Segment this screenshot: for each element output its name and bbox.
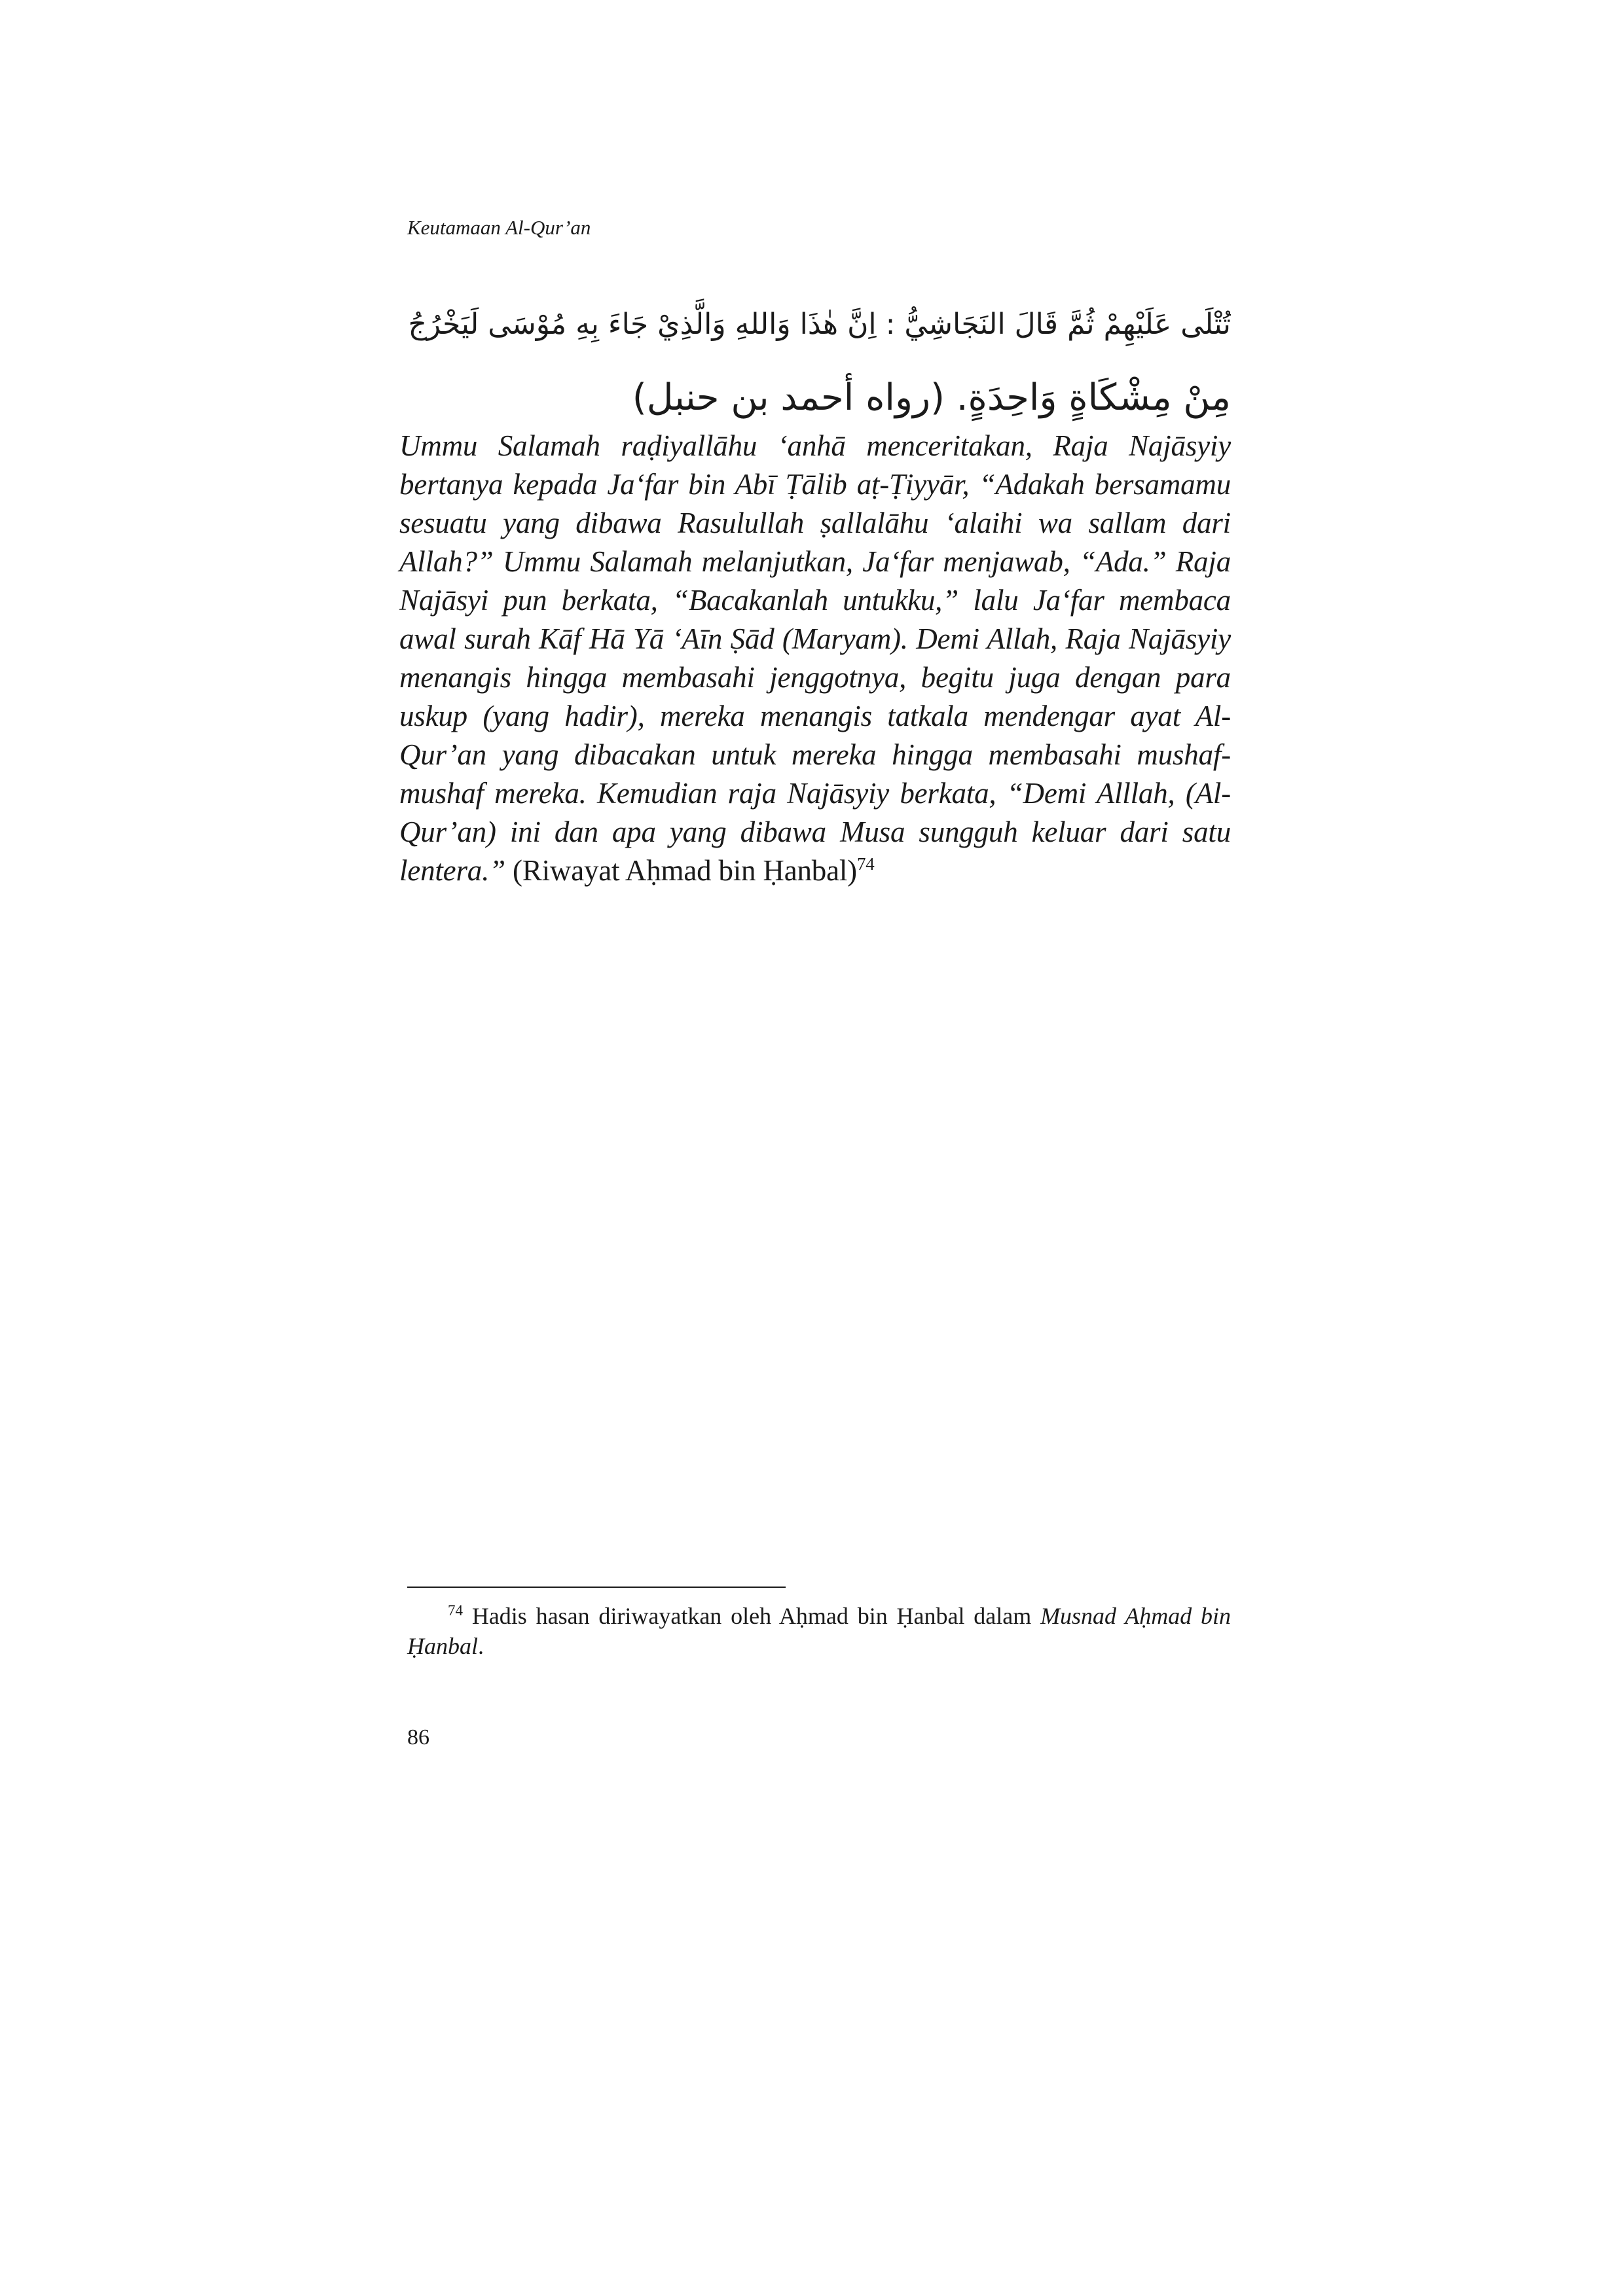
page-number: 86 (407, 1725, 429, 1749)
arabic-line-2: مِنْ مِشْكَاةٍ وَاحِدَةٍ. (رواه أحمد بن حنبل) (632, 376, 1231, 419)
footnote-end: . (478, 1633, 484, 1659)
hadith-attribution: (Riwayat Aḥmad bin Ḥanbal) (513, 854, 857, 887)
footnote-divider (407, 1587, 786, 1588)
footnote-reference[interactable]: 74 (856, 854, 875, 874)
arabic-hadith-text (399, 288, 1231, 435)
footnote-text: Hadis hasan diriwayatkan oleh Aḥmad bin Ḥanbal dalam (471, 1603, 1032, 1629)
running-header: Keutamaan Al-Qur’an (407, 216, 591, 239)
footnote-number: 74 (448, 1602, 463, 1619)
footnote-source-title: Musnad Aḥmad bin Ḥanbal (407, 1603, 1231, 1659)
hadith-translation (399, 427, 1231, 890)
translation-text: Ummu Salamah raḍiyallāhu ‘anhā menceritakan, Raja Najāsyiy bertanya kepada Ja‘far bin Abī Ṭālib aṭ-Ṭiyyār, “Adakah bersamamu sesuatu yang dibawa Rasulullah ṣallalāhu ‘alaihi wa sallam dari Allah?” Ummu Salamah melanjutkan, Ja‘far menjawab, “Ada.” Raja Najāsyi pun berkata, “Bacakanlah untukku,” lalu Ja‘far membaca awal surah Kāf Hā Yā ‘Aīn Ṣād (Maryam). Demi Allah, Raja Najāsyiy menangis hingga membasahi jenggotnya, begitu juga dengan para uskup (yang hadir), mereka menangis tatkala mendengar ayat Al-Qur’an yang dibacakan untuk mereka hingga membasahi mushaf-mushaf mereka. Kemudian raja Najāsyiy berkata, “Demi Alllah, (Al-Qur’an) ini dan apa yang dibawa Musa sungguh keluar dari satu lentera.” (399, 429, 1231, 887)
arabic-line-1: تُتْلَى عَلَيْهِمْ ثُمَّ قَالَ النَجَاشِيُّ : اِنَّ هٰذَا وَاللهِ وَالَّذِيْ جَاءَ بِهِ مُوْسَى لَيَخْرُجُ (408, 308, 1231, 341)
footnote (407, 1601, 1231, 1661)
